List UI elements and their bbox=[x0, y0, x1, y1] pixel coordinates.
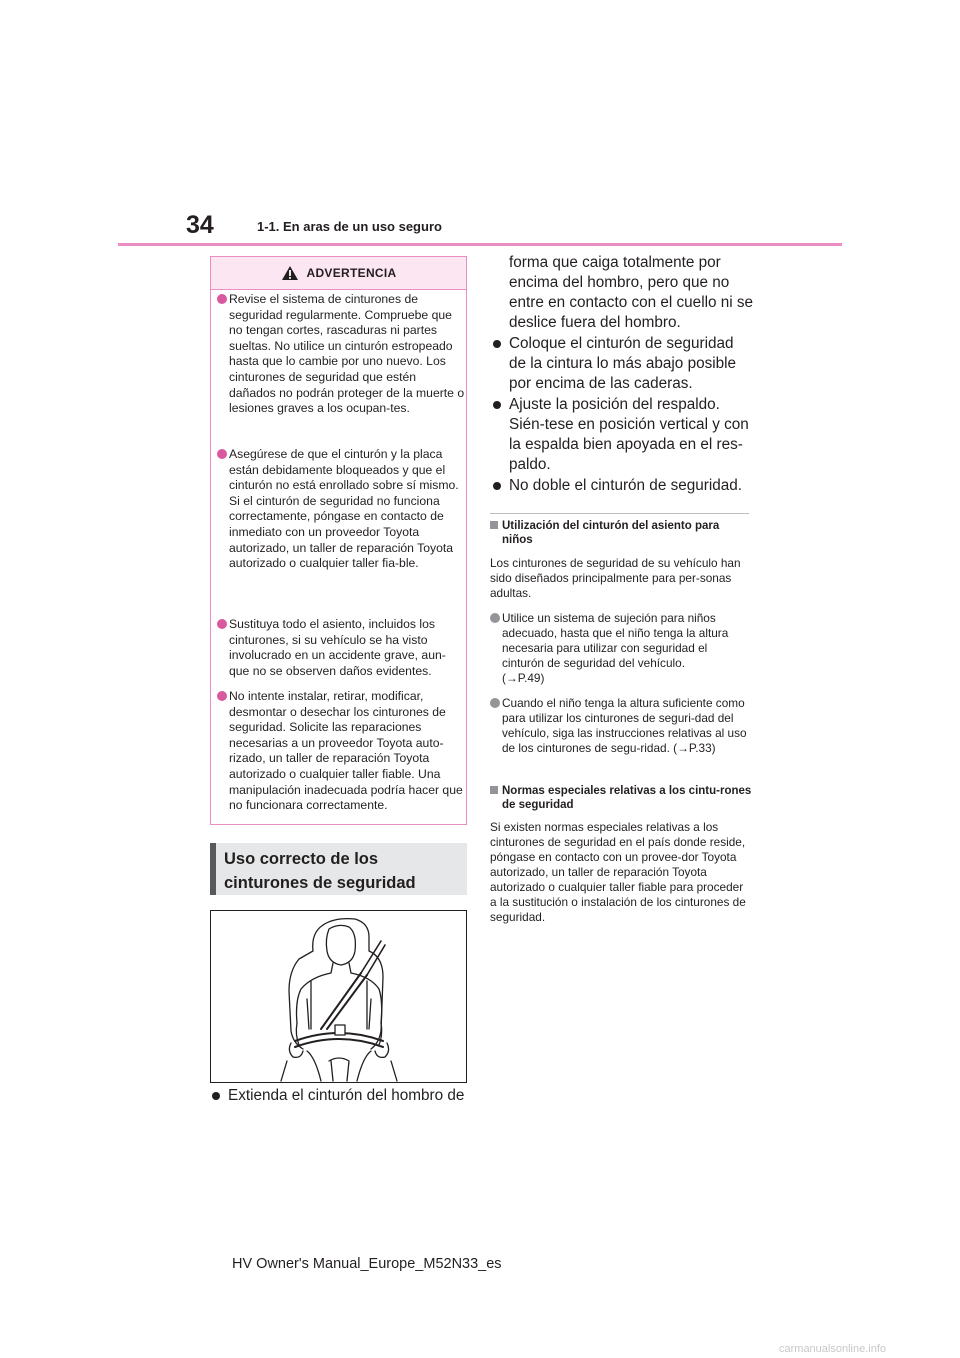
bullet-dot-icon bbox=[217, 619, 227, 629]
bullet-item bbox=[493, 334, 753, 394]
bullet-text: No doble el cinturón de seguridad. bbox=[509, 477, 743, 494]
info-item-text: Cuando el niño tenga la altura suficiente como para utilizar los cinturones de seguri-dad del vehículo, siga las instrucciones relativas al uso de los cinturones de segu-ridad. (→P.33) bbox=[502, 696, 747, 755]
bullet-item bbox=[493, 476, 753, 496]
warning-item bbox=[217, 292, 465, 417]
bullet-dot-icon bbox=[490, 613, 500, 623]
square-bullet-icon bbox=[490, 786, 498, 794]
warning-item-text: No intente instalar, retirar, modificar, desmontar o desechar los cinturones de seguridad. Solicite las reparaciones necesarias a un proveedor Toyota auto-rizado, un taller de reparación Toyota autorizado o cualquier taller fiable. Una manipulación inadecuada podría hacer que no funcionara correctamente. bbox=[229, 689, 463, 813]
page-reference: (→P.49) bbox=[502, 671, 545, 685]
seatbelt-illustration bbox=[210, 910, 467, 1083]
subsection-heading-text: Normas especiales relativas a los cintu-rones de seguridad bbox=[502, 785, 752, 811]
section-heading bbox=[210, 843, 467, 895]
bullet-dot-icon bbox=[493, 401, 501, 409]
info-item bbox=[490, 611, 752, 686]
paragraph: Los cinturones de seguridad de su vehículo han sido diseñados principalmente para per-sonas adultas. bbox=[490, 556, 741, 600]
paragraph: Si existen normas especiales relativas a los cinturones de seguridad en el país donde reside, póngase en contacto con un provee-dor Toyota autorizado, un taller de reparación Toyota autorizado o cualquier taller fiable para proceder a la sustitución o instalación de los cinturones de seguridad. bbox=[490, 820, 746, 924]
warning-item bbox=[217, 447, 465, 572]
bullet-dot-icon bbox=[217, 294, 227, 304]
bullet-item bbox=[493, 395, 753, 475]
warning-item bbox=[217, 617, 465, 679]
bullet-dot-icon bbox=[493, 340, 501, 348]
bullet-text: Extienda el cinturón del hombro de bbox=[228, 1087, 465, 1104]
subsection-heading-text: Utilización del cinturón del asiento para niños bbox=[502, 520, 720, 546]
warning-item-text: Asegúrese de que el cinturón y la placa están debidamente bloqueados y que el cinturón no está enrollado sobre sí mismo. bbox=[229, 447, 459, 493]
divider bbox=[490, 513, 749, 514]
warning-triangle-icon bbox=[281, 265, 299, 281]
warning-item-text: Revise el sistema de cinturones de seguridad regularmente. Compruebe que no tengan cortes, rascaduras ni partes sueltas. No utilice un cinturón estropeado hasta que lo cambie por uno nuevo. Los cinturones de seguridad que estén dañados no podrán proteger de la muerte o lesiones graves a los ocupan-tes. bbox=[229, 292, 465, 416]
bullet-text: Ajuste la posición del respaldo. Sién-tese en posición vertical y con la espalda bien apoyada en el res-paldo. bbox=[509, 396, 749, 473]
section-header: 1-1. En aras de un uso seguro bbox=[257, 219, 442, 234]
square-bullet-icon bbox=[490, 521, 498, 529]
info-item bbox=[490, 696, 752, 756]
warning-title: ADVERTENCIA bbox=[306, 266, 397, 280]
warning-box bbox=[210, 256, 467, 825]
info-item-text: Utilice un sistema de sujeción para niños adecuado, hasta que el niño tenga la altura necesaria para utilizar con seguridad el cinturón de seguridad del vehículo. bbox=[502, 611, 729, 670]
subsection-heading bbox=[490, 519, 752, 547]
bullet-dot-icon bbox=[217, 449, 227, 459]
seated-person-seatbelt-icon bbox=[211, 911, 466, 1082]
bullet-dot-icon bbox=[493, 482, 501, 490]
header-rule bbox=[118, 243, 842, 246]
section-heading-text: Uso correcto de los cinturones de seguridad bbox=[224, 850, 416, 892]
page-number: 34 bbox=[186, 211, 214, 239]
warning-item-text: Sustituya todo el asiento, incluidos los cinturones, si su vehículo se ha visto involucrado en un accidente grave, aun-que no se observen daños evidentes. bbox=[229, 617, 446, 678]
watermark: carmanualsonline.info bbox=[779, 1343, 887, 1355]
warning-header bbox=[211, 257, 466, 290]
bullet-dot-icon bbox=[212, 1092, 220, 1100]
bullet-text: Coloque el cinturón de seguridad de la cintura lo más abajo posible por encima de las caderas. bbox=[509, 335, 737, 392]
bullet-item bbox=[212, 1086, 472, 1106]
warning-item bbox=[217, 689, 465, 814]
subsection-heading bbox=[490, 784, 752, 812]
bullet-dot-icon bbox=[217, 691, 227, 701]
bullet-continuation: forma que caiga totalmente por encima del hombro, pero que no entre en contacto con el cuello ni se deslice fuera del hombro. bbox=[509, 254, 754, 331]
warning-item-text: Si el cinturón de seguridad no funciona correctamente, póngase en contacto de inmediato con un proveedor Toyota autorizado, un taller de reparación Toyota autorizado o cualquier taller fia-ble. bbox=[229, 493, 454, 571]
bullet-dot-icon bbox=[490, 698, 500, 708]
footer: HV Owner's Manual_Europe_M52N33_es bbox=[232, 1256, 502, 1272]
